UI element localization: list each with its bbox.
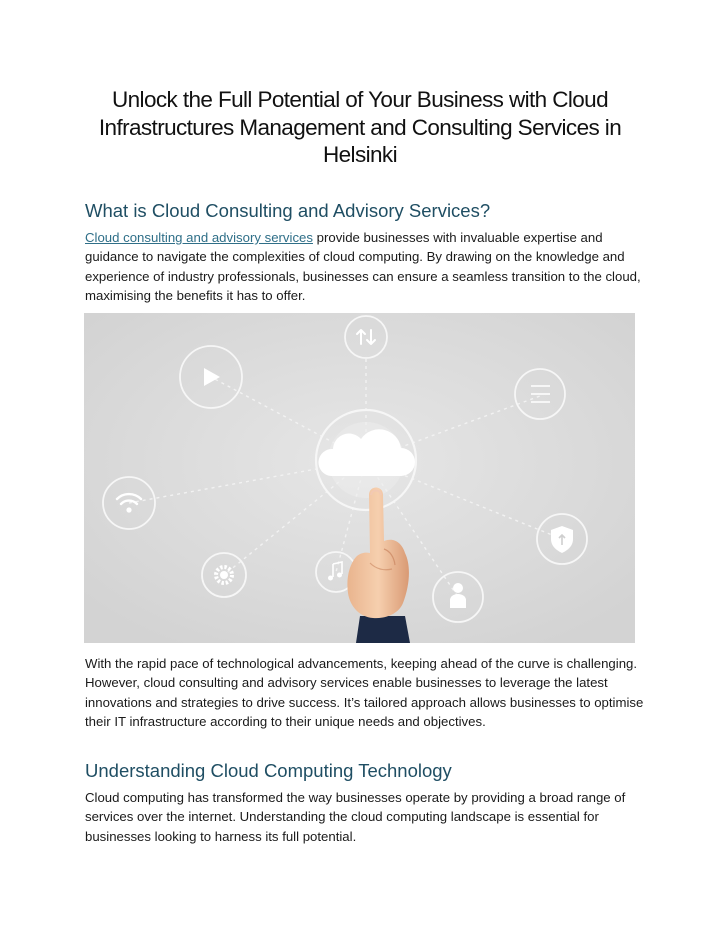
hero-image <box>84 313 635 643</box>
benefits-paragraph: With the rapid pace of technological advancements, keeping ahead of the curve is challenging. However, cloud consulting and advisory services enable businesses to leverage the latest innovations and strategies to drive success. It’s tailored approach allows businesses to optimise their IT infrastructure according to their unique needs and objectives. <box>85 656 644 730</box>
cloud-icon <box>316 410 416 510</box>
cloud-technology-paragraph: Cloud computing has transformed the way businesses operate by providing a broad range of services over the internet. Understanding the cloud computing landscape is essential for businesses looking to harness its full potential. <box>85 790 626 844</box>
cloud-consulting-link[interactable]: Cloud consulting and advisory services <box>85 230 313 245</box>
section-heading-cloud-consulting: What is Cloud Consulting and Advisory Services? <box>85 200 491 221</box>
section-heading-cloud-technology: Understanding Cloud Computing Technology <box>85 760 452 781</box>
cloud-network-illustration <box>84 313 635 643</box>
page-title: Unlock the Full Potential of Your Business with Cloud Infrastructures Management and Consulting Services in Helsinki <box>98 87 622 167</box>
intro-paragraph-text: provide businesses with invaluable expertise and guidance to navigate the complexities of cloud computing. By drawing on the knowledge and experience of industry professionals, businesses can ensure a seamless transition to the cloud, maximising the benefits it has to offer. <box>85 230 641 304</box>
intro-paragraph <box>85 228 645 306</box>
